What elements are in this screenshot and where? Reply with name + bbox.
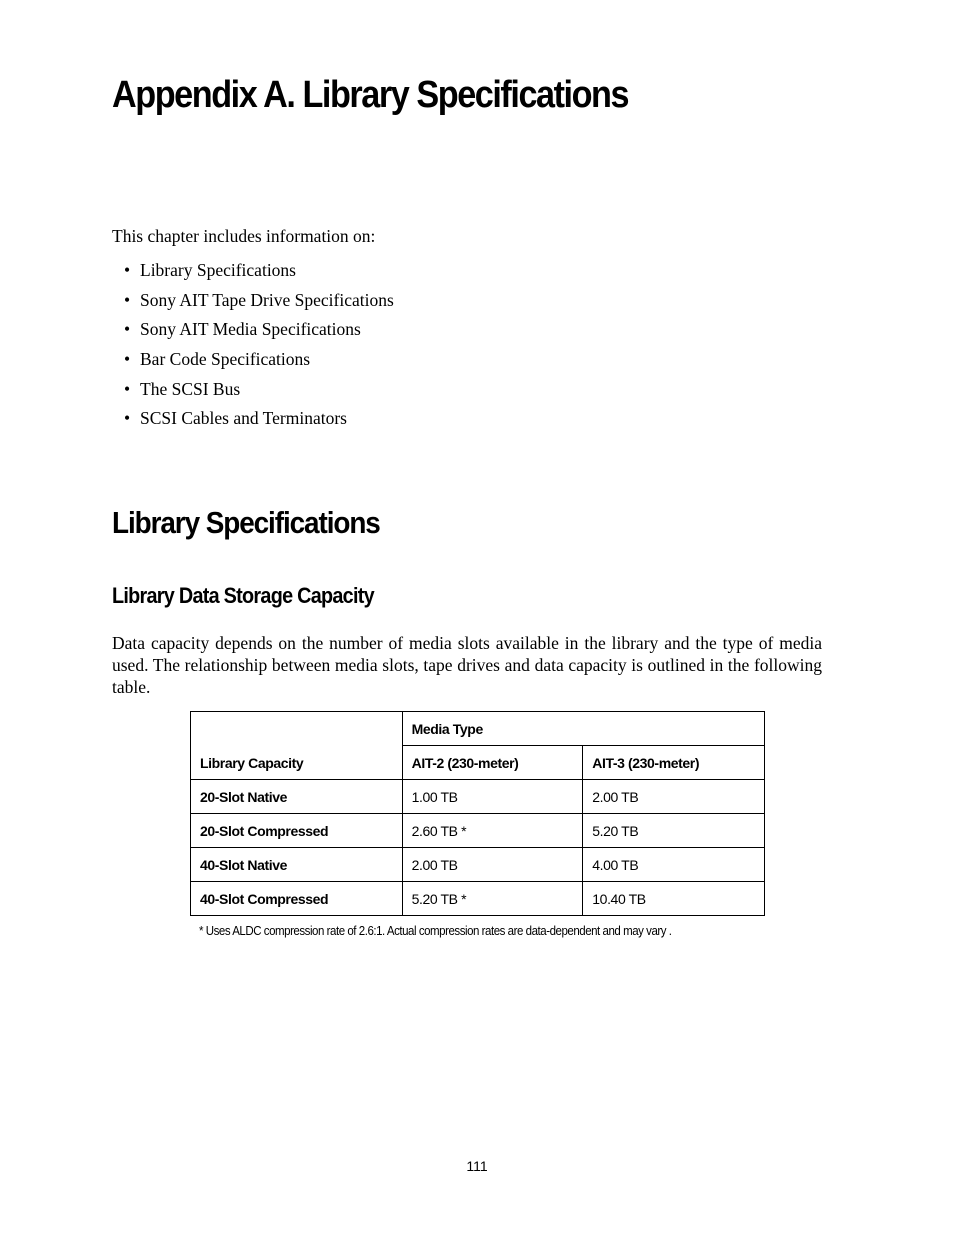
row-label: 20-Slot Compressed <box>191 814 403 848</box>
topic-list-item <box>124 259 394 289</box>
topic-list <box>124 259 394 437</box>
bullet-icon: • <box>124 289 131 310</box>
bullet-icon: • <box>124 349 131 370</box>
bullet-icon: • <box>124 408 131 429</box>
column-header-ait2: AIT-2 (230-meter) <box>402 746 583 780</box>
subsection-title: Library Data Storage Capacity <box>112 583 374 608</box>
page-number: 111 <box>466 1158 488 1174</box>
table-cell: 5.20 TB <box>583 814 765 848</box>
topic-list-item <box>124 318 394 348</box>
table-footnote: * Uses ALDC compression rate of 2.6:1. Actual compression rates are data-dependent and may vary . <box>199 924 672 938</box>
library-capacity-header: Library Capacity <box>191 712 403 780</box>
intro-text: This chapter includes information on: <box>112 226 376 246</box>
table-cell: 1.00 TB <box>402 780 583 814</box>
table-cell: 10.40 TB <box>583 882 765 916</box>
row-label: 40-Slot Native <box>191 848 403 882</box>
topic-label: The SCSI Bus <box>140 378 241 399</box>
topic-list-item <box>124 378 394 408</box>
topic-label: Sony AIT Media Specifications <box>140 319 361 340</box>
column-header-ait3: AIT-3 (230-meter) <box>583 746 765 780</box>
chapter-title: Appendix A. Library Specifications <box>112 74 629 116</box>
topic-label: Library Specifications <box>140 260 296 280</box>
topic-label: SCSI Cables and Terminators <box>140 408 347 429</box>
media-type-header: Media Type <box>402 712 764 746</box>
table-cell: 2.00 TB <box>402 848 583 882</box>
table-row <box>191 882 765 916</box>
capacity-table <box>190 711 765 916</box>
topic-list-item <box>124 407 394 437</box>
topic-label: Sony AIT Tape Drive Specifications <box>140 289 394 310</box>
topic-list-item <box>124 348 394 378</box>
bullet-icon: • <box>124 319 131 340</box>
topic-list-item <box>124 289 394 319</box>
table-cell: 2.60 TB * <box>402 814 583 848</box>
table-row <box>191 780 765 814</box>
table-header-row <box>191 712 765 746</box>
row-label: 20-Slot Native <box>191 780 403 814</box>
table-cell: 4.00 TB <box>583 848 765 882</box>
topic-label: Bar Code Specifications <box>140 349 311 370</box>
body-paragraph: Data capacity depends on the number of media slots available in the library and the type of media used. The relationship between media slots, tape drives and data capacity is outlined in the following table. <box>112 633 822 697</box>
table-cell: 2.00 TB <box>583 780 765 814</box>
bullet-icon: • <box>124 378 131 399</box>
table-row <box>191 848 765 882</box>
section-title: Library Specifications <box>112 505 380 540</box>
row-label: 40-Slot Compressed <box>191 882 403 916</box>
table-row <box>191 814 765 848</box>
table-cell: 5.20 TB * <box>402 882 583 916</box>
bullet-icon: • <box>124 260 131 280</box>
